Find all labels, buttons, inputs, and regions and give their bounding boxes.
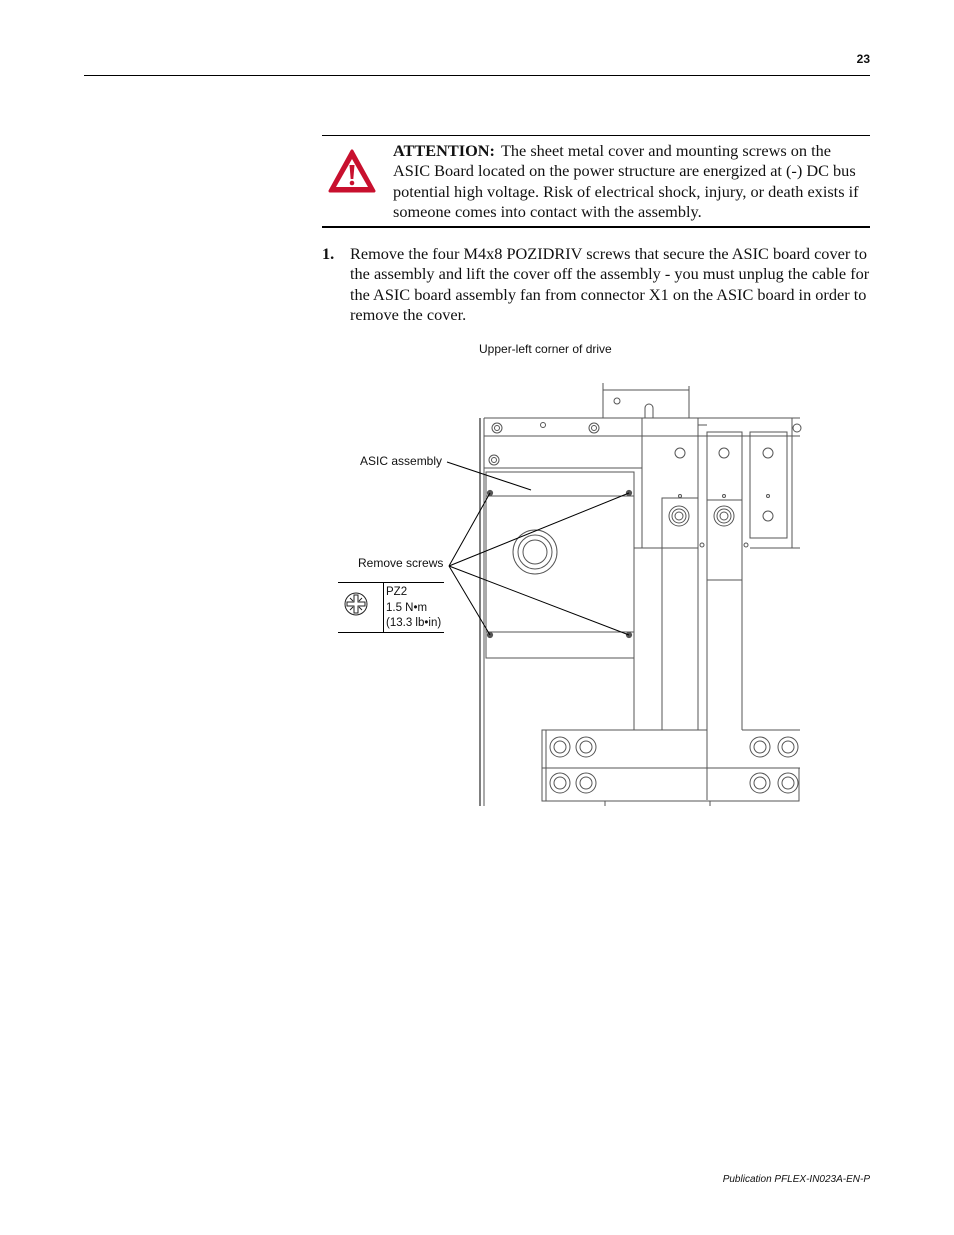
- torque-bit-size: PZ2: [386, 586, 408, 598]
- asic-assembly-label: ASIC assembly: [360, 454, 443, 468]
- torque-divider: [383, 583, 384, 632]
- remove-screws-label: Remove screws: [358, 556, 444, 570]
- publication-number: Publication PFLEX-IN023A-EN-P: [722, 1174, 870, 1185]
- figure-caption: Upper-left corner of drive: [479, 342, 612, 356]
- torque-spec-box: [338, 582, 444, 633]
- attention-body: The sheet metal cover and mounting screws on the ASIC Board located on the power structure are energized at (-) DC bus potential high voltage. Risk of electrical shock, injury, or death exists if someone comes into contact with the assembly.: [393, 141, 859, 221]
- torque-imperial: (13.3 lb•in): [386, 617, 442, 629]
- step-text: Remove the four M4x8 POZIDRIV screws that secure the ASIC board cover to the assembly and lift the cover off the assembly - you must unplug the cable for the ASIC board assembly fan from connector X1 on the ASIC board in order to remove the cover.: [350, 244, 870, 324]
- pozidriv-icon: [343, 591, 369, 617]
- step-number: 1.: [322, 244, 335, 263]
- torque-metric: 1.5 N•m: [386, 601, 428, 614]
- attention-label: ATTENTION:: [393, 141, 495, 160]
- page-number: 23: [856, 52, 870, 66]
- torque-values: [386, 585, 441, 632]
